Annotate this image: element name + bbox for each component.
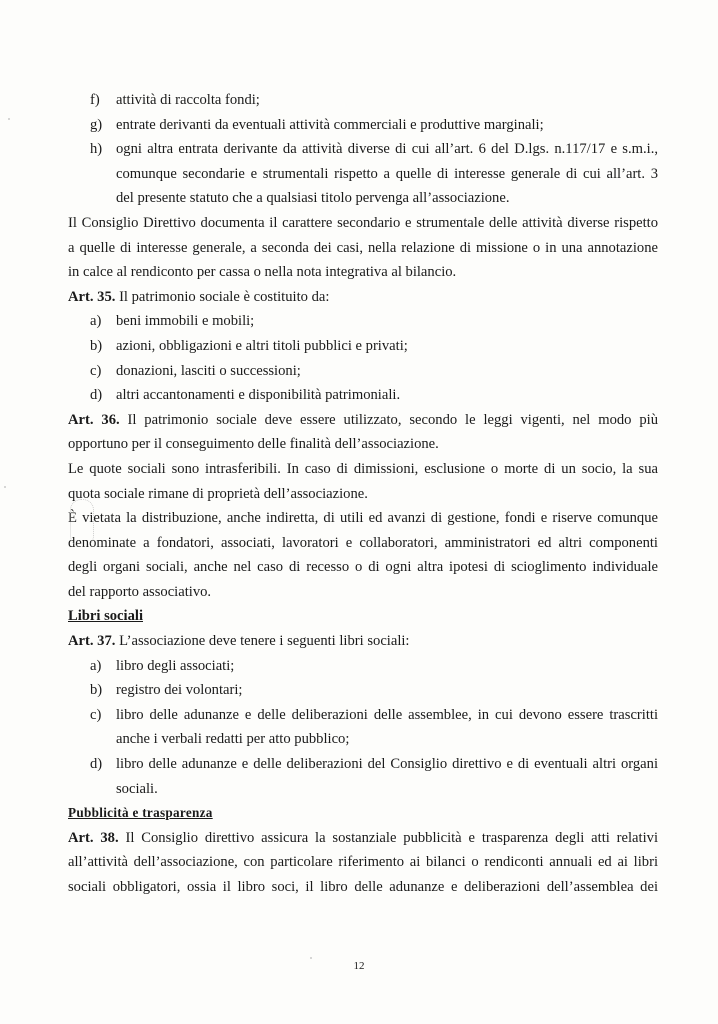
list-marker: g) xyxy=(90,116,103,133)
article-number: Art. 36. xyxy=(68,411,120,428)
list-item xyxy=(68,137,658,162)
article-line xyxy=(68,285,658,310)
section-heading: Libri sociali xyxy=(68,608,143,625)
statute-text-body xyxy=(68,88,658,900)
faint-stamp-mark xyxy=(70,499,94,547)
article-text: L’associazione deve tenere i seguenti libri sociali: xyxy=(115,633,410,650)
list-marker: a) xyxy=(90,313,102,330)
article-line xyxy=(68,826,658,851)
list-item xyxy=(68,113,658,138)
list-marker: c) xyxy=(90,362,102,379)
list-item xyxy=(68,678,658,703)
paragraph-line: all’attività dell’associazione, con particolare riferimento ai bilanci o rendiconti annuali ed ai libri xyxy=(68,854,658,871)
list-item xyxy=(68,654,658,679)
list-marker: c) xyxy=(90,706,102,723)
list-item-text: beni immobili e mobili; xyxy=(116,313,255,330)
list-item xyxy=(68,334,658,359)
paragraph-line: opportuno per il conseguimento delle finalità dell’associazione. xyxy=(68,436,439,453)
list-item-text: altri accantonamenti e disponibilità patrimoniali. xyxy=(116,387,401,404)
list-item xyxy=(68,383,658,408)
scan-speck xyxy=(4,486,6,488)
paragraph-line: Le quote sociali sono intrasferibili. In caso di dimissioni, esclusione o morte di un socio, la sua xyxy=(68,460,658,477)
article-text: Il patrimonio sociale è costituito da: xyxy=(115,288,330,305)
list-item-text: azioni, obbligazioni e altri titoli pubblici e privati; xyxy=(116,337,408,354)
section-heading: Pubblicità e trasparenza xyxy=(68,805,213,821)
article-text: Il patrimonio sociale deve essere utilizzato, secondo le leggi vigenti, nel modo più xyxy=(119,411,658,428)
list-marker: b) xyxy=(90,682,103,699)
list-item xyxy=(68,703,658,728)
article-number: Art. 35. xyxy=(68,288,116,305)
list-item xyxy=(68,752,658,777)
article-number: Art. 38. xyxy=(68,829,119,846)
list-item xyxy=(68,359,658,384)
paragraph-line: degli organi sociali, anche nel caso di recesso o di ogni altra ipotesi di scioglimento individuale xyxy=(68,559,658,576)
list-marker: a) xyxy=(90,657,102,674)
list-item-text: libro delle adunanze e delle deliberazioni del Consiglio direttivo e di eventuali altri organi xyxy=(116,756,658,773)
paragraph-line: denominate a fondatori, associati, lavoratori e collaboratori, amministratori ed altri componenti xyxy=(68,534,658,551)
paragraph-line: sociali obbligatori, ossia il libro soci, il libro delle adunanze e deliberazioni dell’assemblea dei xyxy=(68,879,658,895)
article-line xyxy=(68,629,658,654)
list-item-continuation: anche i verbali redatti per atto pubblico; xyxy=(116,731,350,748)
scan-speck xyxy=(8,118,10,120)
page-number: 12 xyxy=(353,960,365,972)
list-item-continuation: del presente statuto che a qualsiasi titolo pervenga all’associazione. xyxy=(116,190,510,207)
list-marker: f) xyxy=(90,92,100,108)
list-marker: d) xyxy=(90,756,103,773)
list-item-text: entrate derivanti da eventuali attività commerciali e produttive marginali; xyxy=(116,116,544,133)
list-item-text: attività di raccolta fondi; xyxy=(116,92,260,108)
list-item-text: registro dei volontari; xyxy=(116,682,243,699)
list-item xyxy=(68,88,658,113)
article-number: Art. 37. xyxy=(68,633,116,650)
paragraph-line: quota sociale rimane di proprietà dell’associazione. xyxy=(68,485,368,502)
list-item-text: libro delle adunanze e delle deliberazioni delle assemblee, in cui devono essere trascritti xyxy=(116,706,658,723)
paragraph-line: a quelle di interesse generale, a seconda dei casi, nella relazione di missione o in una annotazione xyxy=(68,239,658,256)
list-marker: b) xyxy=(90,337,103,354)
list-item xyxy=(68,309,658,334)
list-marker: h) xyxy=(90,141,103,158)
scan-speck xyxy=(310,957,312,959)
article-text: Il Consiglio direttivo assicura la sostanziale pubblicità e trasparenza degli atti relativi xyxy=(118,829,658,846)
list-item-continuation: sociali. xyxy=(116,780,158,797)
article-line xyxy=(68,408,658,433)
paragraph-line: del rapporto associativo. xyxy=(68,583,212,600)
paragraph-line: Il Consiglio Direttivo documenta il carattere secondario e strumentale delle attività diverse rispetto xyxy=(68,214,658,231)
list-item-text: ogni altra entrata derivante da attività diverse di cui all’art. 6 del D.lgs. n.117/17 e s.m.i., xyxy=(116,141,658,158)
list-item-text: donazioni, lasciti o successioni; xyxy=(116,362,301,379)
list-item-text: libro degli associati; xyxy=(116,657,235,674)
paragraph-line: in calce al rendiconto per cassa o nella nota integrativa al bilancio. xyxy=(68,264,457,281)
list-marker: d) xyxy=(90,387,103,404)
list-item-continuation: comunque secondarie e strumentali rispetto a quelle di interesse generale di cui all’art. 3 xyxy=(116,165,658,182)
paragraph-line: È vietata la distribuzione, anche indiretta, di utili ed avanzi di gestione, fondi e riserve comunque xyxy=(68,510,658,527)
